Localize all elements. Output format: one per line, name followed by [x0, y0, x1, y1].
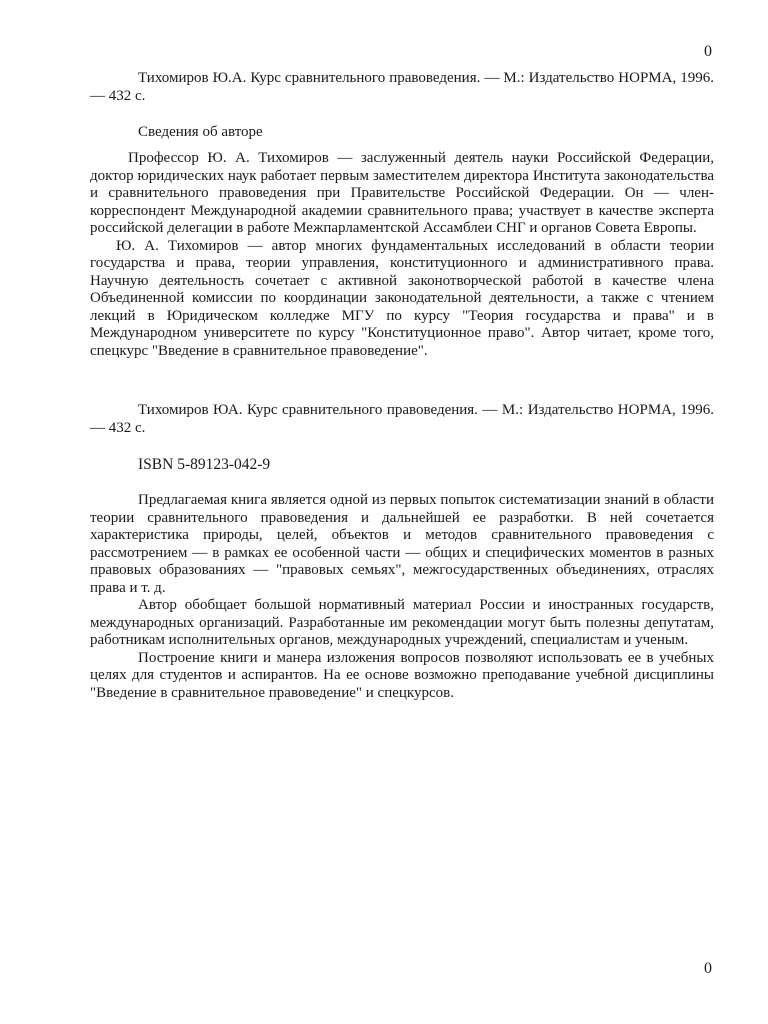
- author-biography: [90, 150, 714, 360]
- biography-paragraph: Ю. А. Тихомиров — автор многих фундаментальных исследований в области теории государства и права, теории управления, конституционного и административного права. Научную деятельность сочетает с активной законотворческой работой в качестве члена Объединенной комиссии по координации законодательной деятельности, а также с чтением лекций в Юридическом колледже МГУ по курсу "Теория государства и права" и в Международном университете по курсу "Конституционное право". Автор читает, кроме того, спецкурс "Введение в сравнительное правоведение".: [90, 237, 714, 359]
- abstract-paragraph: Автор обобщает большой нормативный материал России и иностранных государств, международных организаций. Разработанные им рекомендации могут быть полезны депутатам, работникам исполнительных органов, международных учреждений, специалистам и ученым.: [90, 597, 714, 648]
- bibliographic-reference-top: [90, 70, 714, 105]
- abstract-paragraph: Предлагаемая книга является одной из первых попыток систематизации знаний в области теории сравнительного правоведения и дальнейшей ее разработки. В ней сочетается характеристика природы, целей, объектов и методов сравнительного правоведения с рассмотрением — в рамках ее особенной части — общих и специфических моментов в разных правовых образованиях — "правовых семьях", межгосударственных объединениях, отраслях права и т. д.: [90, 492, 714, 596]
- abstract-paragraph: Построение книги и манера изложения вопросов позволяют использовать ее в учебных целях для студентов и аспирантов. На ее основе возможно преподавание учебной дисциплины "Введение в сравнительное правоведение" и спецкурсов.: [90, 649, 714, 701]
- biography-paragraph: Профессор Ю. А. Тихомиров — заслуженный деятель науки Российской Федерации, доктор юридических наук работает первым заместителем директора Института законодательства и сравнительного правоведения при Правительстве Российской Федерации. Он — член-корреспондент Международной академии сравнительного права; участвует в качестве эксперта российской делегации в работе Межпарламентской Ассамблеи СНГ и органов Совета Европы.: [90, 150, 714, 236]
- page-number-top: 0: [704, 43, 712, 60]
- bibliographic-reference-second: [90, 402, 714, 437]
- book-abstract: [90, 492, 714, 702]
- bibliographic-text: Тихомиров ЮА. Курс сравнительного правоведения. — М.: Издательство НОРМА, 1996. — 432 с.: [90, 402, 714, 436]
- isbn: ISBN 5-89123-042-9: [138, 456, 271, 473]
- page-number-bottom: 0: [704, 960, 712, 977]
- bibliographic-text: Тихомиров Ю.А. Курс сравнительного правоведения. — М.: Издательство НОРМА, 1996. — 432 с.: [90, 70, 714, 104]
- about-author-heading: Сведения об авторе: [138, 124, 263, 140]
